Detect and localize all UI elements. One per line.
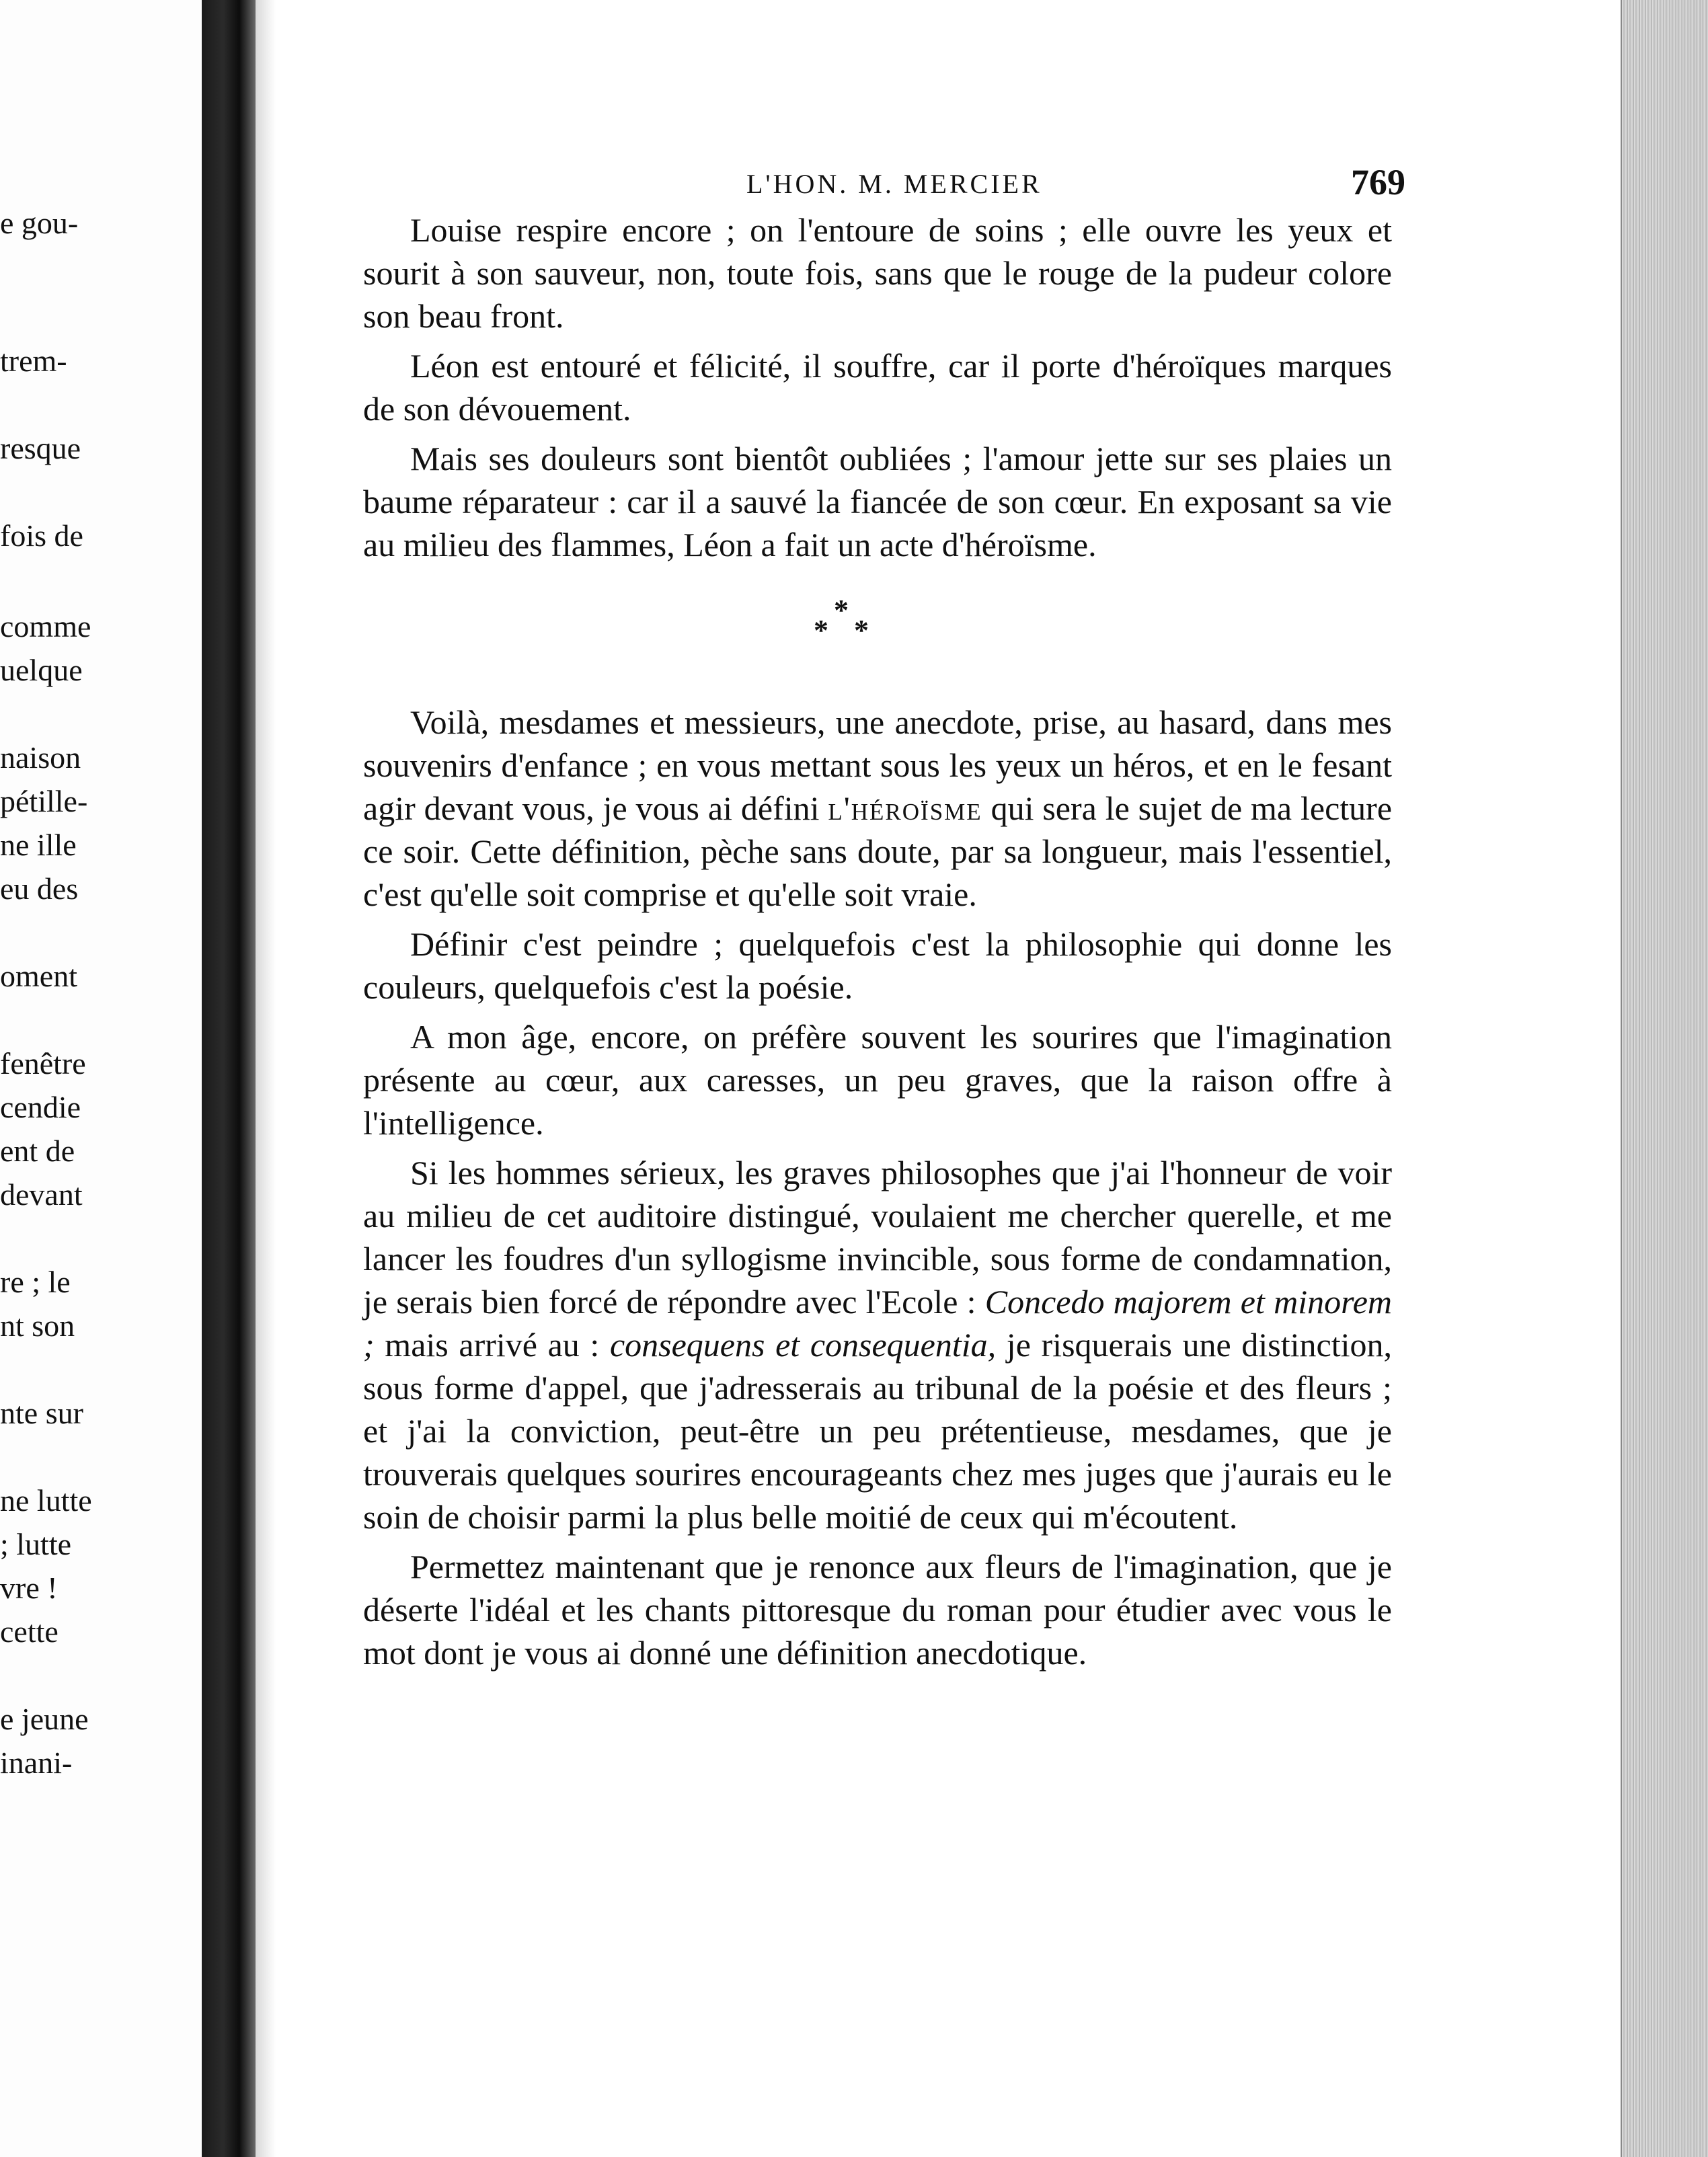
left-fragment: cendie: [0, 1090, 81, 1124]
left-fragment: e gou-: [0, 206, 79, 240]
left-fragment: nt son: [0, 1308, 75, 1343]
left-fragment: ent de: [0, 1134, 75, 1168]
left-fragment: re ; le: [0, 1265, 71, 1299]
book-gutter: [202, 0, 256, 2157]
left-fragment: comme: [0, 609, 91, 643]
left-fragment: inani-: [0, 1746, 73, 1780]
paragraph: Définir c'est peindre ; quelquefois c'est la philosophie qui donne les couleurs, quelquefois c'est la poésie.: [363, 925, 1392, 1006]
section-separator: [363, 580, 1392, 674]
left-fragment: e jeune: [0, 1702, 89, 1736]
small-caps-term: l'héroïsme: [828, 789, 982, 827]
left-fragment: uelque: [0, 653, 83, 687]
left-fragment: vre !: [0, 1571, 58, 1605]
left-fragment: cette: [0, 1614, 59, 1649]
text-run: qui sera le sujet de ma lecture ce soir. Cette définition, pèche sans doute, par sa longueur, mais l'essentiel, c'est qu'elle soit comprise et qu'elle soit vraie.: [363, 789, 1393, 913]
page-body: [363, 155, 1405, 1681]
text-run: Si les hommes sérieux, les graves philosophes que j'ai l'honneur de voir au milieu de cet auditoire distingué, voulaient me chercher querelle, et me lancer les foudres d'un syllogisme invincible, sous forme de condamnation, je serais bien forcé de répondre avec l'Ecole :: [363, 1154, 1392, 1321]
page-shadow: [256, 0, 276, 2157]
page-number: 769: [1351, 162, 1405, 202]
running-head: L'HON. M. MERCIER: [746, 169, 1042, 199]
left-fragment: devant: [0, 1177, 83, 1212]
asterism-star: *: [854, 614, 869, 647]
asterism-star: *: [834, 594, 849, 627]
left-fragment: naison: [0, 740, 81, 775]
left-fragment: fenêtre: [0, 1046, 86, 1081]
left-fragment: nte sur: [0, 1396, 83, 1430]
asterism-star: *: [814, 614, 828, 647]
paragraph: [363, 1151, 1392, 1538]
paragraph: Léon est entouré et félicité, il souffre, car il porte d'héroïques marques de son dévouement.: [363, 347, 1392, 428]
left-fragment: ne ille: [0, 828, 77, 862]
text-run: mais arrivé au :: [385, 1326, 600, 1364]
page-edges: [1621, 0, 1708, 2157]
previous-page: [0, 0, 208, 2157]
paragraph: Mais ses douleurs sont bientôt oubliées ; l'amour jette sur ses plaies un baume réparateur : car il a sauvé la fiancée de son cœur. En exposant sa vie au milieu des flammes, Léon a fait un acte d'héroïsme.: [363, 440, 1392, 563]
left-fragment: eu des: [0, 871, 79, 906]
left-fragment: resque: [0, 431, 81, 465]
left-fragment: trem-: [0, 344, 67, 378]
paragraph: [363, 701, 1392, 916]
latin-phrase: consequens et consequentia,: [609, 1326, 997, 1364]
left-fragment: oment: [0, 959, 77, 993]
latin-phrase: Concedo majorem et minorem ;: [363, 1283, 1393, 1364]
page-header: [363, 155, 1405, 208]
left-fragment: pétille-: [0, 784, 88, 818]
left-fragment: ne lutte: [0, 1483, 92, 1518]
paragraph: A mon âge, encore, on préfère souvent les sourires que l'imagination présente au cœur, aux caresses, un peu graves, que la raison offre à l'intelligence.: [363, 1018, 1392, 1142]
paragraph: Louise respire encore ; on l'entoure de soins ; elle ouvre les yeux et sourit à son sauveur, non, toute fois, sans que le rouge de la pudeur colore son beau front.: [363, 211, 1392, 335]
paragraph: Permettez maintenant que je renonce aux fleurs de l'imagination, que je déserte l'idéal et les chants pittoresque du roman pour étudier avec vous le mot dont je vous ai donné une définition anecdotique.: [363, 1548, 1392, 1672]
left-fragment: ; lutte: [0, 1527, 72, 1561]
text-run: Voilà, mesdames et messieurs, une anecdote, prise, au hasard, dans mes souvenirs d'enfance ; en vous mettant sous les yeux un héros, et en le fesant agir devant vous, je vous ai défini: [363, 703, 1392, 827]
text-run: je risquerais une distinction, sous forme d'appel, que j'adresserais au tribunal de la poésie et des fleurs ; et j'ai la conviction, peut-être un peu prétentieuse, mesdames, que je trouverais quelques sourires encourageants chez mes juges que j'aurais eu le soin de choisir parmi la plus belle moitié de ceux qui m'écoutent.: [363, 1326, 1392, 1536]
left-fragment: fois de: [0, 518, 83, 553]
